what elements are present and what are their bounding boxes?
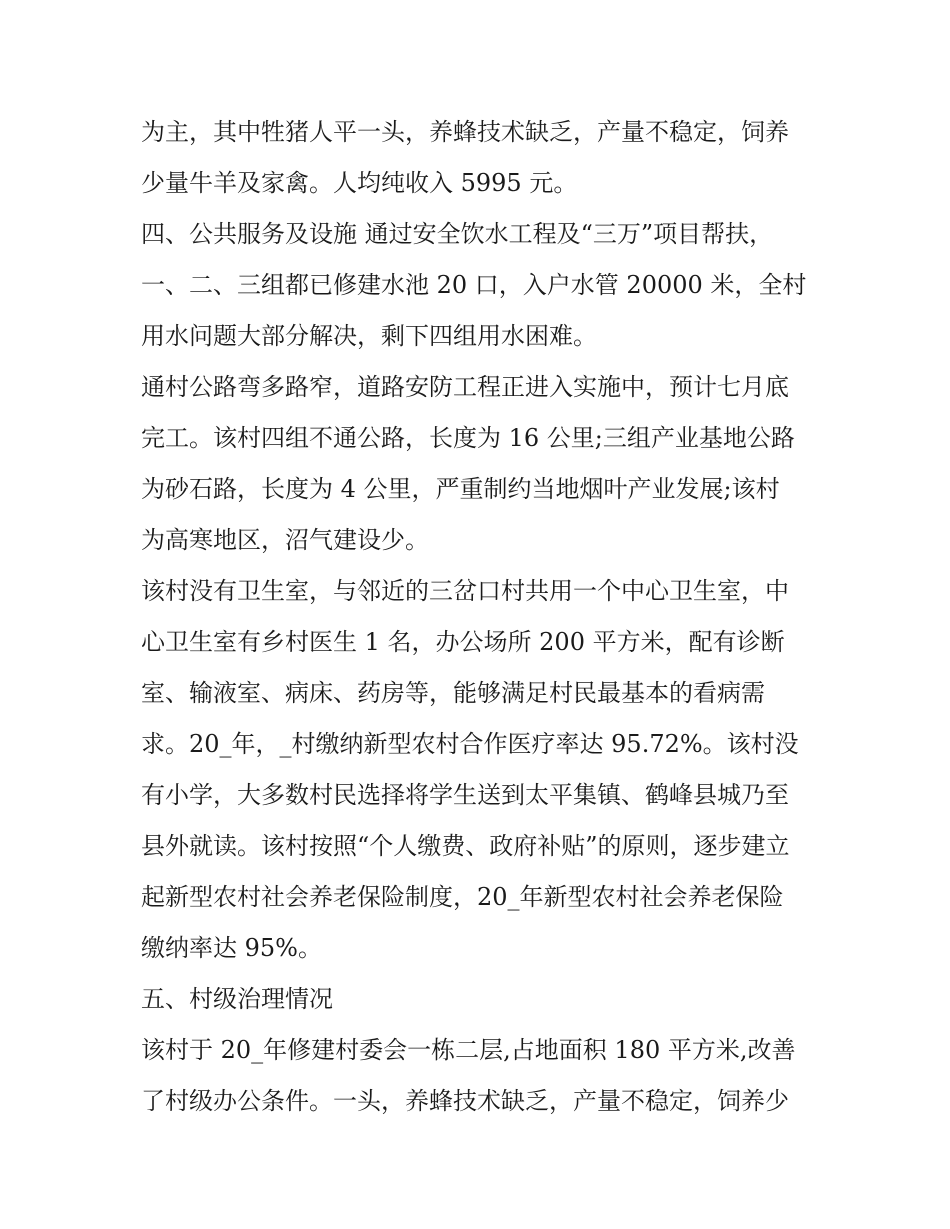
text-line: 为高寒地区，沼气建设少。 bbox=[141, 526, 429, 554]
text-line: 一、二、三组都已修建水池 20 口，入户水管 20000 米，全村 bbox=[141, 271, 807, 299]
text-line: 通村公路弯多路窄，道路安防工程正进入实施中，预计七月底 bbox=[141, 373, 789, 401]
text-line: 了村级办公条件。一头，养蜂技术缺乏，产量不稳定，饲养少 bbox=[141, 1087, 789, 1115]
text-line: 完工。该村四组不通公路，长度为 16 公里;三组产业基地公路 bbox=[141, 424, 795, 452]
text-line: 该村于 20_年修建村委会一栋二层,占地面积 180 平方米,改善 bbox=[141, 1036, 796, 1064]
text-line: 缴纳率达 95%。 bbox=[141, 934, 322, 962]
text-line: 求。20_年，_村缴纳新型农村合作医疗率达 95.72%。该村没 bbox=[141, 730, 799, 758]
text-line: 起新型农村社会养老保险制度，20_年新型农村社会养老保险 bbox=[141, 883, 784, 911]
document-body bbox=[141, 107, 821, 1127]
text-line: 有小学，大多数村民选择将学生送到太平集镇、鹤峰县城乃至 bbox=[141, 781, 789, 809]
text-line: 室、输液室、病床、药房等，能够满足村民最基本的看病需 bbox=[141, 679, 765, 707]
text-line: 心卫生室有乡村医生 1 名，办公场所 200 平方米，配有诊断 bbox=[141, 628, 785, 656]
text-line: 用水问题大部分解决，剩下四组用水困难。 bbox=[141, 322, 597, 350]
text-line: 县外就读。该村按照“个人缴费、政府补贴”的原则，逐步建立 bbox=[141, 832, 790, 860]
text-line: 少量牛羊及家禽。人均纯收入 5995 元。 bbox=[141, 169, 578, 197]
text-line: 为砂石路，长度为 4 公里，严重制约当地烟叶产业发展;该村 bbox=[141, 475, 780, 503]
text-line: 该村没有卫生室，与邻近的三岔口村共用一个中心卫生室，中 bbox=[141, 577, 789, 605]
section-heading: 五、村级治理情况 bbox=[141, 985, 333, 1013]
text-line: 为主，其中牲猪人平一头，养蜂技术缺乏，产量不稳定，饲养 bbox=[141, 118, 789, 146]
text-line: 四、公共服务及设施 通过安全饮水工程及“三万”项目帮扶， bbox=[141, 220, 774, 248]
